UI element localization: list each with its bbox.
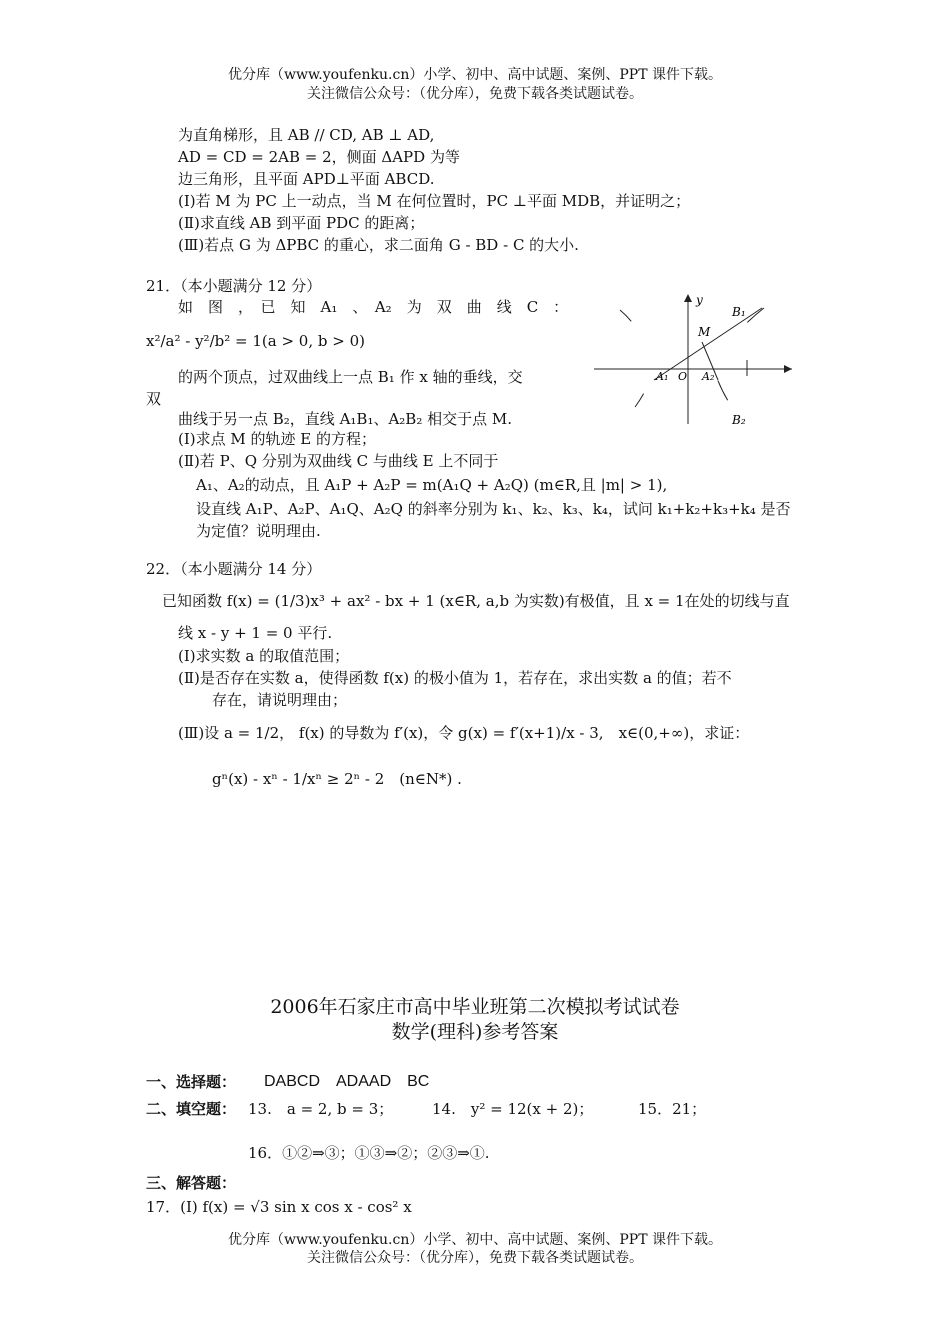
q21-text-1: 如 图 ， 已 知 A₁ 、 A₂ 为 双 曲 线 C ： [178, 298, 569, 316]
q22-heading: 22．（本小题满分 14 分） [146, 560, 322, 578]
q17-answer-start: 17．(Ⅰ) f(x) = √3 sin x cos x - cos² x [146, 1198, 412, 1216]
fill-14: 14. y² = 12(x + 2)； [432, 1100, 594, 1118]
header-line-1: 优分库（www.youfenku.cn）小学、初中、高中试题、案例、PPT 课件下载。 [227, 67, 722, 83]
x-axis-arrow [784, 365, 792, 373]
q20-text-1: 为直角梯形，且 AB // CD, AB ⊥ AD, [178, 126, 435, 144]
footer-line-1: 优分库（www.youfenku.cn）小学、初中、高中试题、案例、PPT 课件下载。 [227, 1232, 722, 1248]
choice-label: 一、选择题： [146, 1073, 237, 1091]
q21-heading: 21．（本小题满分 12 分） [146, 277, 322, 295]
q22-part-1: (Ⅰ)求实数 a 的取值范围； [178, 647, 350, 665]
hyperbola-left-branch [618, 310, 654, 426]
fill-15: 15．21； [638, 1100, 707, 1118]
q21-text-2: 的两个顶点，过双曲线上一点 B₁ 作 x 轴的垂线，交 [178, 368, 523, 386]
solve-label: 三、解答题： [146, 1174, 237, 1192]
fig-label-b1: B₁ [732, 305, 746, 319]
q21-part-2d: 为定值？说明理由. [196, 522, 321, 540]
q21-part-1: (Ⅰ)求点 M 的轨迹 E 的方程； [178, 430, 377, 448]
q20-part-3: (Ⅲ)若点 G 为 ΔPBC 的重心，求二面角 G - BD - C 的大小. [178, 236, 579, 254]
y-axis-arrow [684, 294, 692, 302]
q21-text-3: 曲线于另一点 B₂，直线 A₁B₁、A₂B₂ 相交于点 M. [178, 410, 513, 428]
q20-text-3: 边三角形，且平面 APD⊥平面 ABCD. [178, 170, 435, 188]
q20-part-2: (Ⅱ)求直线 AB 到平面 PDC 的距离； [178, 214, 425, 232]
footer-line-2: 关注微信公众号：（优分库），免费下载各类试题试卷。 [307, 1250, 643, 1266]
q21-text-2b: 双 [146, 390, 162, 408]
q21-part-2b: A₁、A₂的动点，且 A₁P + A₂P = m(A₁Q + A₂Q) (m∈R,且 |m| > 1), [196, 476, 668, 494]
fig-label-b2: B₂ [732, 413, 746, 427]
q21-part-2a: (Ⅱ)若 P、Q 分别为双曲线 C 与曲线 E 上不同于 [178, 452, 499, 470]
fig-label-m: M [698, 325, 711, 339]
q22-part-3: (Ⅲ)设 a = 1/2， f(x) 的导数为 f′(x)，令 g(x) = f′(x+1)/x - 3, x∈(0,+∞)，求证： [178, 724, 750, 742]
fill-13: 13. a = 2, b = 3； [248, 1100, 394, 1118]
answers-title: 2006年石家庄市高中毕业班第二次模拟考试试卷 [270, 996, 680, 1018]
q22-part-3-inequality: gⁿ(x) - xⁿ - 1/xⁿ ≥ 2ⁿ - 2 (n∈N*) . [212, 770, 462, 788]
fig-label-y: y [696, 293, 703, 307]
fill-16: 16．①②⇒③；①③⇒②；②③⇒①. [248, 1144, 490, 1162]
choice-answers: DABCD ADAAD BC [264, 1073, 430, 1090]
q22-text-2: 线 x - y + 1 = 0 平行. [178, 624, 333, 642]
q22-part-2b: 存在，请说明理由； [212, 691, 348, 709]
q20-text-2: AD = CD = 2AB = 2，侧面 ΔAPD 为等 [178, 148, 460, 166]
q21-equation: x²/a² - y²/b² = 1(a > 0, b > 0) [146, 332, 365, 350]
fill-label: 二、填空题： [146, 1100, 237, 1118]
q21-part-2c: 设直线 A₁P、A₂P、A₁Q、A₂Q 的斜率分别为 k₁、k₂、k₃、k₄，试问 k₁+k₂+k₃+k₄ 是否 [196, 500, 791, 518]
q22-text-1: 已知函数 f(x) = (1/3)x³ + ax² - bx + 1 (x∈R, a,b 为实数)有极值，且 x = 1在处的切线与直 [162, 592, 790, 610]
q22-part-2a: (Ⅱ)是否存在实数 a，使得函数 f(x) 的极小值为 1，若存在，求出实数 a 的值；若不 [178, 669, 732, 687]
answers-subtitle: 数学(理科)参考答案 [391, 1021, 559, 1043]
header-line-2: 关注微信公众号：（优分库），免费下载各类试题试卷。 [307, 86, 643, 102]
q20-part-1: (Ⅰ)若 M 为 PC 上一动点，当 M 在何位置时，PC ⊥平面 MDB，并证明之； [178, 192, 691, 210]
hyperbola-figure [592, 290, 802, 430]
fig-label-a1: A₁ [656, 370, 669, 383]
fig-label-a2: A₂ [702, 370, 715, 383]
fig-label-o: O [678, 370, 688, 383]
